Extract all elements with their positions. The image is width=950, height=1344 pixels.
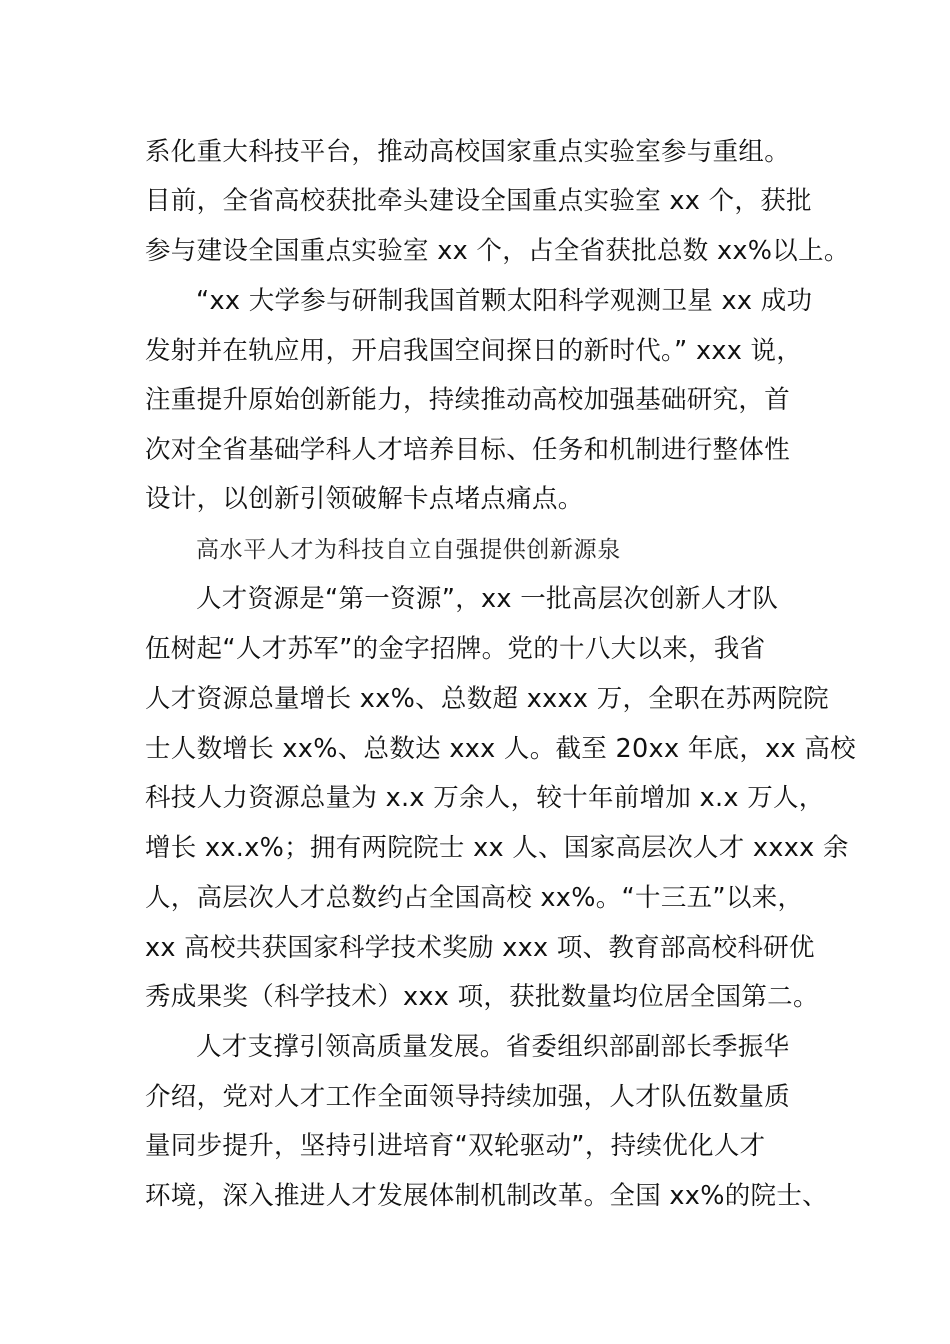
body-text-line: 参与建设全国重点实验室 xx 个，占全省获批总数 xx%以上。 [145, 236, 850, 266]
paragraph-first-line: 人才支撑引领高质量发展。省委组织部副部长季振华 [196, 1032, 790, 1062]
body-text-line: 伍树起“人才苏军”的金字招牌。党的十八大以来，我省 [145, 634, 766, 664]
section-heading: 高水平人才为科技自立自强提供创新源泉 [196, 537, 621, 563]
body-text-line: xx 高校共获国家科学技术奖励 xxx 项、教育部高校科研优 [145, 933, 815, 963]
body-text-line: 士人数增长 xx%、总数达 xxx 人。截至 20xx 年底，xx 高校 [145, 734, 856, 764]
body-text-line: 发射并在轨应用，开启我国空间探日的新时代。” xxx 说， [145, 336, 803, 366]
body-text-line: 人，高层次人才总数约占全国高校 xx%。“十三五”以来， [145, 883, 804, 913]
body-text-line: 目前，全省高校获批牵头建设全国重点实验室 xx 个，获批 [145, 186, 812, 216]
body-text-line: 量同步提升，坚持引进培育“双轮驱动”，持续优化人才 [145, 1131, 766, 1161]
body-text-line: 注重提升原始创新能力，持续推动高校加强基础研究，首 [145, 385, 791, 415]
body-text-line: 环境，深入推进人才发展体制机制改革。全国 xx%的院士、 [145, 1181, 828, 1211]
body-text-line: 介绍，党对人才工作全面领导持续加强，人才队伍数量质 [145, 1082, 791, 1112]
body-text-line: 科技人力资源总量为 x.x 万余人，较十年前增加 x.x 万人， [145, 783, 825, 813]
body-text-line: 秀成果奖（科学技术）xxx 项，获批数量均位居全国第二。 [145, 982, 819, 1012]
body-text-line: 设计，以创新引领破解卡点堵点痛点。 [145, 484, 584, 514]
paragraph-first-line: “xx 大学参与研制我国首颗太阳科学观测卫星 xx 成功 [196, 286, 813, 316]
body-text-line: 系化重大科技平台，推动高校国家重点实验室参与重组。 [145, 137, 791, 167]
body-text-line: 次对全省基础学科人才培养目标、任务和机制进行整体性 [145, 435, 791, 465]
body-text-line: 人才资源总量增长 xx%、总数超 xxxx 万，全职在苏两院院 [145, 684, 829, 714]
paragraph-first-line: 人才资源是“第一资源”，xx 一批高层次创新人才队 [196, 584, 779, 614]
body-text-line: 增长 xx.x%；拥有两院院士 xx 人、国家高层次人才 xxxx 余 [145, 833, 849, 863]
